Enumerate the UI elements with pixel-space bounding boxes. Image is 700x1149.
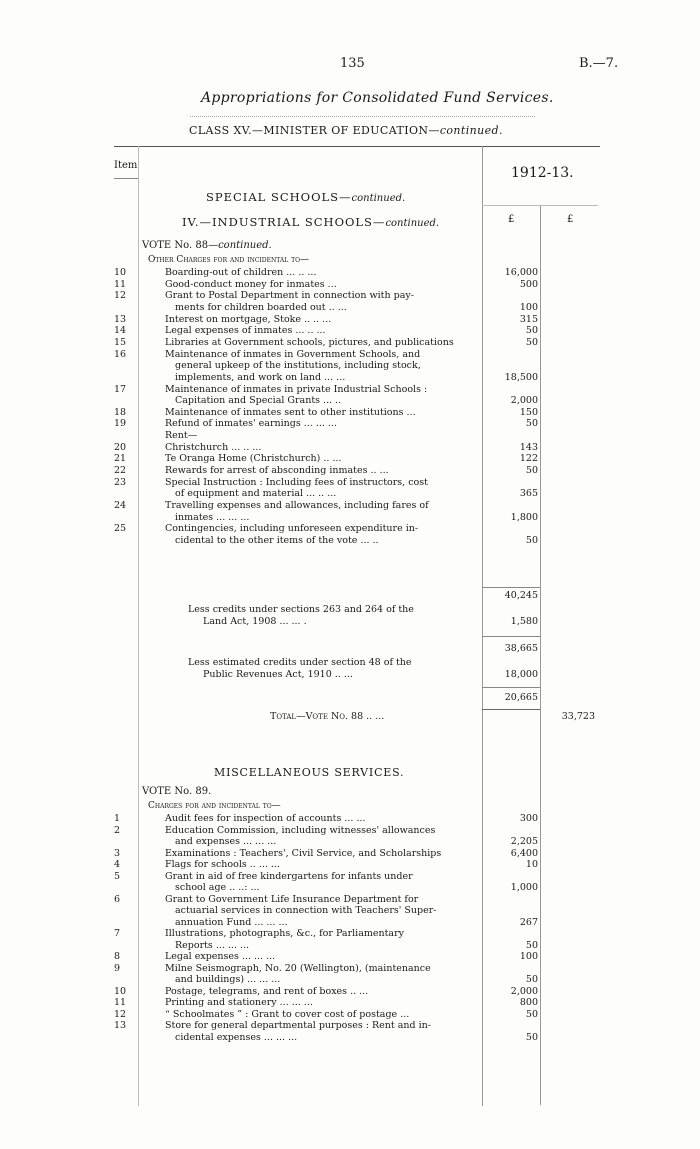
table-row <box>0 882 700 894</box>
pound-header-2: £ <box>567 214 574 225</box>
item-amount: 500 <box>519 278 538 290</box>
table-row <box>0 442 700 454</box>
vote-89-charges-heading: Charges for and incidental to— <box>148 801 281 811</box>
item-number: 12 <box>114 290 127 302</box>
item-number: 13 <box>114 313 127 325</box>
item-description: Maintenance of inmates sent to other institutions ... <box>165 406 416 418</box>
item-number: 21 <box>114 453 127 465</box>
total-vote-88: 33,723 <box>561 711 595 722</box>
item-description: annuation Fund ... ... ... <box>175 916 288 928</box>
item-description: Contingencies, including unforeseen expenditure in- <box>165 523 419 535</box>
table-row <box>0 894 700 906</box>
table-row <box>0 523 700 535</box>
item-description: Christchurch ... .. ... <box>165 441 262 453</box>
item-amount: 267 <box>519 916 538 928</box>
item-description: Refund of inmates' earnings ... ... ... <box>165 418 337 430</box>
item-amount: 100 <box>519 301 538 313</box>
item-amount: 1,000 <box>510 882 538 893</box>
item-number: 1 <box>114 813 121 824</box>
item-amount: 800 <box>519 997 538 1008</box>
less-estimated-credits-amount: 18,000 <box>504 669 538 680</box>
table-row <box>0 951 700 963</box>
item-amount: 50 <box>525 1008 538 1020</box>
item-number: 25 <box>114 523 127 535</box>
item-amount: 315 <box>519 313 538 325</box>
item-number: 19 <box>114 418 127 430</box>
table-row <box>0 488 700 500</box>
item-number: 14 <box>114 325 127 337</box>
table-row <box>0 302 700 314</box>
item-description: Te Oranga Home (Christchurch) .. ... <box>165 453 342 465</box>
item-description: Capitation and Special Grants ... .. <box>175 395 342 407</box>
item-description: Grant to Government Life Insurance Department for <box>165 893 419 905</box>
vote-88-heading: VOTE No. 88—continued. <box>142 240 272 251</box>
subtotal-1: 40,245 <box>504 590 538 601</box>
item-amount: 50 <box>525 418 538 430</box>
item-amount: 300 <box>519 813 538 824</box>
item-amount: 1,800 <box>510 511 538 523</box>
item-description: Reports ... ... ... <box>175 939 250 951</box>
item-description: of equipment and material ... .. ... <box>175 488 337 500</box>
table-row <box>0 986 700 998</box>
vote-88-charges-heading: Other Charges for and incidental to— <box>148 255 309 265</box>
item-description: Flags for schools .. ... ... <box>165 859 280 870</box>
item-amount: 50 <box>525 325 538 337</box>
table-row <box>0 314 700 326</box>
document-reference: B.—7. <box>579 56 619 71</box>
item-amount: 122 <box>519 453 538 465</box>
table-row <box>0 535 700 547</box>
item-number: 10 <box>114 267 127 278</box>
item-number: 7 <box>114 928 121 939</box>
table-row <box>0 453 700 465</box>
item-number: 11 <box>114 997 127 1008</box>
table-row <box>0 407 700 419</box>
item-description: inmates ... ... ... <box>175 511 250 523</box>
item-number: 12 <box>114 1008 127 1020</box>
item-number: 10 <box>114 985 127 997</box>
table-row <box>0 279 700 291</box>
item-amount: 50 <box>525 465 538 477</box>
item-description: ments for children boarded out .. ... <box>175 301 347 313</box>
pound-header-1: £ <box>508 214 515 225</box>
item-amount: 2,000 <box>510 985 538 997</box>
item-description: Rent— <box>165 430 198 442</box>
item-description: Maintenance of inmates in private Industrial Schools : <box>165 383 428 395</box>
table-row <box>0 974 700 986</box>
item-number: 22 <box>114 465 127 477</box>
item-amount: 365 <box>519 488 538 500</box>
item-number: 11 <box>114 278 127 290</box>
title-rule <box>190 116 535 117</box>
item-description: Illustrations, photographs, &c., for Parliamentary <box>165 928 404 939</box>
table-row <box>0 337 700 349</box>
table-row <box>0 928 700 940</box>
item-description: Audit fees for inspection of accounts ... ... <box>165 813 366 824</box>
item-number: 5 <box>114 870 121 882</box>
item-description: Maintenance of inmates in Government Schools, and <box>165 348 421 360</box>
item-description: Postage, telegrams, and rent of boxes .. ... <box>165 985 369 997</box>
item-number: 17 <box>114 383 127 395</box>
subtotal-2-rule <box>482 636 540 637</box>
table-row <box>0 512 700 524</box>
item-number: 3 <box>114 847 121 859</box>
item-number: 8 <box>114 951 121 962</box>
table-row <box>0 836 700 848</box>
subtotal-3: 20,665 <box>504 692 538 703</box>
total-vote-88-label: Total—Vote No. 88 .. ... <box>270 711 385 722</box>
subsection-heading-industrial-schools: IV.—INDUSTRIAL SCHOOLS—continued. <box>182 215 440 229</box>
table-row <box>0 813 700 825</box>
item-number: 4 <box>114 859 121 870</box>
section-heading-miscellaneous: MISCELLANEOUS SERVICES. <box>214 766 405 779</box>
item-number: 16 <box>114 348 127 360</box>
item-description: cidental to the other items of the vote ... .. <box>175 534 379 546</box>
table-row <box>0 372 700 384</box>
item-description: Libraries at Government schools, pictures, and publications <box>165 336 454 348</box>
table-row <box>0 418 700 430</box>
item-description: Special Instruction : Including fees of instructors, cost <box>165 476 428 488</box>
subtotal-2: 38,665 <box>504 643 538 654</box>
table-row <box>0 1009 700 1021</box>
year-header: 1912-13. <box>511 165 574 181</box>
table-row <box>0 349 700 361</box>
item-amount: 16,000 <box>504 267 538 278</box>
table-row <box>0 477 700 489</box>
item-description: Good-conduct money for inmates ... <box>165 278 337 290</box>
item-amount: 18,500 <box>504 371 538 383</box>
item-description: Store for general departmental purposes : Rent and in- <box>165 1020 431 1031</box>
table-row <box>0 430 700 442</box>
item-description: school age .. ..: ... <box>175 882 260 893</box>
less-estimated-credits-line-1: Less estimated credits under section 48 of the <box>188 657 412 668</box>
item-number: 2 <box>114 824 121 836</box>
table-row <box>0 997 700 1009</box>
table-top-rule <box>114 146 600 147</box>
item-description: and buildings) ... ... ... <box>175 974 281 985</box>
item-number: 15 <box>114 336 127 348</box>
item-description: Boarding-out of children ... .. ... <box>165 267 317 278</box>
class-heading: CLASS XV.—MINISTER OF EDUCATION—continued. <box>189 124 503 137</box>
item-description: Interest on mortgage, Stoke .. .. ... <box>165 313 332 325</box>
item-amount: 50 <box>525 1031 538 1043</box>
page-title: Appropriations for Consolidated Fund Services. <box>201 90 554 106</box>
table-row <box>0 825 700 837</box>
item-amount: 100 <box>519 951 538 962</box>
item-amount: 10 <box>525 859 538 870</box>
less-estimated-credits-line-2: Public Revenues Act, 1910 .. ... <box>203 669 353 680</box>
item-amount: 150 <box>519 406 538 418</box>
item-number: 24 <box>114 500 127 511</box>
table-row <box>0 267 700 279</box>
table-row <box>0 384 700 396</box>
item-description: Grant to Postal Department in connection with pay- <box>165 290 414 302</box>
item-amount: 143 <box>519 441 538 453</box>
less-credits-land-act-line-2: Land Act, 1908 ... ... . <box>203 616 307 627</box>
item-description: Travelling expenses and allowances, including fares of <box>165 500 429 511</box>
table-row <box>0 917 700 929</box>
vote-89-heading: VOTE No. 89. <box>142 786 212 797</box>
subtotal-1-rule <box>482 587 540 588</box>
table-row <box>0 871 700 883</box>
year-header-rule <box>482 205 598 206</box>
item-amount: 2,000 <box>510 395 538 407</box>
table-row <box>0 325 700 337</box>
item-description: actuarial services in connection with Teachers' Super- <box>175 905 437 916</box>
item-number: 18 <box>114 406 127 418</box>
item-column-header: Item <box>114 160 138 171</box>
table-row <box>0 963 700 975</box>
item-description: Printing and stationery ... ... ... <box>165 997 313 1008</box>
item-amount: 50 <box>525 336 538 348</box>
item-header-underline <box>114 178 138 179</box>
item-amount: 6,400 <box>510 847 538 859</box>
item-description: Examinations : Teachers', Civil Service, and Scholarships <box>165 847 442 859</box>
table-row <box>0 500 700 512</box>
item-amount: 50 <box>525 534 538 546</box>
item-description: Rewards for arrest of absconding inmates .. ... <box>165 465 389 477</box>
total-rule <box>482 709 540 710</box>
item-description: Education Commission, including witnesses' allowances <box>165 824 436 836</box>
table-row <box>0 290 700 302</box>
table-row <box>0 1032 700 1044</box>
table-row <box>0 940 700 952</box>
item-description: cidental expenses ... ... ... <box>175 1031 298 1043</box>
section-heading-special-schools: SPECIAL SCHOOLS—continued. <box>206 190 406 204</box>
table-row <box>0 395 700 407</box>
item-number: 13 <box>114 1020 127 1031</box>
less-credits-land-act-amount: 1,580 <box>510 616 538 627</box>
table-row <box>0 465 700 477</box>
item-number: 6 <box>114 893 121 905</box>
subtotal-3-rule <box>482 687 540 688</box>
item-amount: 50 <box>525 974 538 985</box>
item-description: and expenses ... ... ... <box>175 836 277 847</box>
item-number: 20 <box>114 441 127 453</box>
item-description: Legal expenses ... ... ... <box>165 951 276 962</box>
item-description: general upkeep of the institutions, including stock, <box>175 360 421 372</box>
item-amount: 2,205 <box>510 836 538 847</box>
table-row <box>0 905 700 917</box>
item-amount: 50 <box>525 939 538 951</box>
item-description: Milne Seismograph, No. 20 (Wellington), (maintenance <box>165 962 431 974</box>
item-number: 23 <box>114 476 127 488</box>
item-description: Grant in aid of free kindergartens for infants under <box>165 870 413 882</box>
table-row <box>0 1020 700 1032</box>
item-description: “ Schoolmates ” : Grant to cover cost of postage ... <box>165 1008 410 1020</box>
table-row <box>0 360 700 372</box>
less-credits-land-act-line-1: Less credits under sections 263 and 264 of the <box>188 604 414 615</box>
item-description: Legal expenses of inmates ... .. ... <box>165 325 326 337</box>
item-description: implements, and work on land ... ... <box>175 371 346 383</box>
item-number: 9 <box>114 962 121 974</box>
page-number: 135 <box>340 56 365 71</box>
table-row <box>0 848 700 860</box>
table-row <box>0 859 700 871</box>
